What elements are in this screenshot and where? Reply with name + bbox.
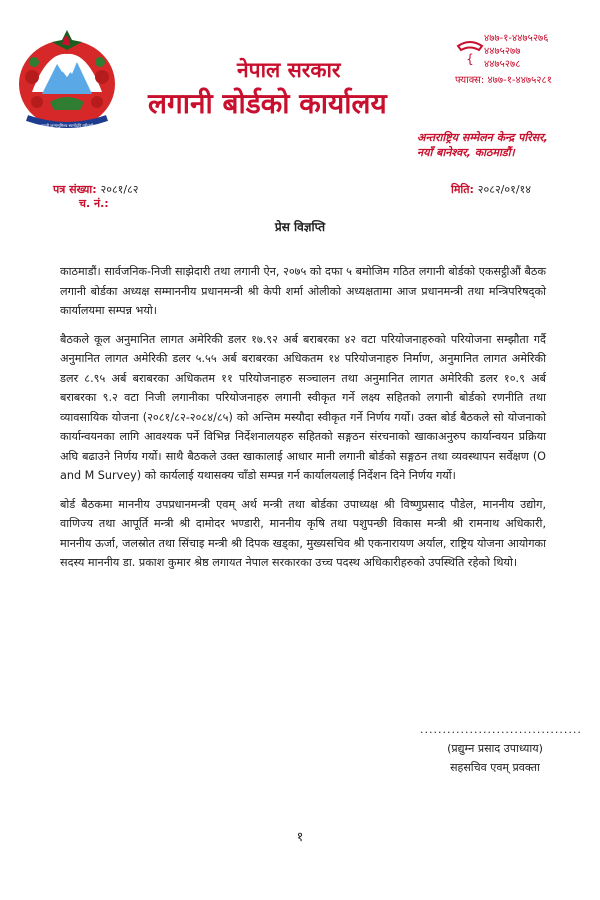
fax-label: फ्याक्स: xyxy=(455,75,485,86)
phone-1: ४७७-१-४४७५२७६ xyxy=(484,33,549,44)
phone-icon xyxy=(455,36,485,66)
government-name: नेपाल सरकार xyxy=(237,58,341,82)
address-line-1: अन्तराष्ट्रिय सम्मेलन केन्द्र परिसर, xyxy=(417,131,548,144)
fax-line xyxy=(455,74,552,87)
ref-value: २०८१/८२ xyxy=(100,183,139,196)
paragraph-1: काठमाडौं। सार्वजनिक-निजी साझेदारी तथा लगानी ऐन, २०७५ को दफा ५ बमोजिम गठित लगानी बोर्डको एकसट्ठीऔं बैठक लगानी बोर्डका अध्यक्ष सम्माननीय प्रधानमन्त्री श्री केपी शर्मा ओलीको अध्यक्षतामा आज प्रधानमन्त्री तथा मन्त्रिपरिषद्को कार्यालयमा सम्पन्न भयो। xyxy=(60,265,546,317)
dispatch-number xyxy=(79,196,109,211)
phone-2: ४४७५२७७ xyxy=(484,46,521,57)
date-value: २०८२/०१/१४ xyxy=(477,183,531,196)
document-title: प्रेस विज्ञप्ति xyxy=(274,220,326,234)
office-address xyxy=(417,130,548,160)
svg-text:{: { xyxy=(466,52,474,66)
paragraph-3: बोर्ड बैठकमा माननीय उपप्रधानमन्त्री एवम् अर्थ मन्त्री तथा बोर्डका उपाध्यक्ष श्री विष्णुप्रसाद पौडेल, माननीय उद्योग, वाणिज्य तथा आपूर्ति मन्त्री श्री दामोदर भण्डारी, माननीय कृषि तथा पशुपन्छी विकास मन्त्री श्री रामनाथ अधिकारी, माननीय ऊर्जा, जलस्रोत तथा सिंचाइ मन्त्री श्री दिपक खड्का, मुख्यसचिव श्री एकनारायण अर्याल, राष्ट्रिय योजना आयोगका सदस्य माननीय डा. प्रकाश कुमार श्रेष्ठ लगायत नेपाल सरकारका उच्च पदस्थ अधिकारीहरुको उपस्थिति रहेको थियो। xyxy=(60,497,546,569)
page-number: १ xyxy=(296,830,304,845)
nepal-emblem-logo xyxy=(12,22,122,132)
emblem-motto: जननी जन्मभूमिश्च स्वर्गादपि गरीयसी xyxy=(40,123,94,128)
address-line-2: नयाँ बानेश्वर, काठमाडौं। xyxy=(417,146,515,159)
paragraph-2: बैठकले कूल अनुमानित लागत अमेरिकी डलर १७.९२ अर्ब बराबरका ४२ वटा परियोजनाहरुको परियोजना सम्झौता गर्दै अनुमानित लागत अमेरिकी डलर ५.५५ अर्ब बराबरका अधिकतम १४ परियोजनाहरु निर्माण, अनुमानित लागत अमेरिकी डलर ८.९५ अर्ब बराबरका अधिकतम ११ परियोजनाहरु सञ्चालन तथा अनुमानित लागत अमेरिकी डलर १०.९ अर्ब बराबरका ९.२ वटा निजी लगानीका परियोजनाहरु लगानी स्वीकृत गर्ने लक्ष्य सहितको लगानी बोर्डको रणनीति तथा व्यावसायिक योजना (२०८१/८२-२०८४/८५) को अन्तिम मस्यौदा स्वीकृत गर्ने निर्णय गर्यो। उक्त बोर्ड बैठकले सो योजनाको कार्यान्वयनका लागि आवश्यक पर्ने विभिन्न निर्देशनालयहरु सहितको सङ्गठन संरचनाको खाकाअनुरुप कार्यान्वयन प्रक्रिया अघि बढाउने निर्णय गर्यो। साथै बैठकले उक्त खाकालाई आधार मानी लगानी बोर्डको सङ्गठन तथा व्यवस्थापन सर्वेक्षण (O and M Survey) को कार्यलाई यथासक्य चाँडो सम्पन्न गर्न कार्यालयलाई निर्देशन दिने निर्णय गर्यो। xyxy=(60,332,546,482)
date-label: मिति: xyxy=(451,183,474,196)
ref-label: पत्र संख्या: xyxy=(53,183,97,196)
office-name: लगानी बोर्डको कार्यालय xyxy=(148,87,387,120)
signature-block xyxy=(420,720,582,777)
letter-date xyxy=(451,182,531,197)
ch-label: च. नं.: xyxy=(79,197,109,210)
press-release-body xyxy=(60,262,546,582)
signatory-designation: सहसचिव एवम् प्रवक्ता xyxy=(450,761,540,774)
signatory-name: (प्रद्युम्न प्रसाद उपाध्याय) xyxy=(447,742,543,755)
signature-line: .................................... xyxy=(420,723,582,736)
fax-number: ४७७-१-४४७५२८१ xyxy=(487,75,552,86)
phone-numbers xyxy=(484,32,548,71)
reference-number xyxy=(53,182,139,197)
phone-3: ४४७५२७८ xyxy=(484,59,521,70)
